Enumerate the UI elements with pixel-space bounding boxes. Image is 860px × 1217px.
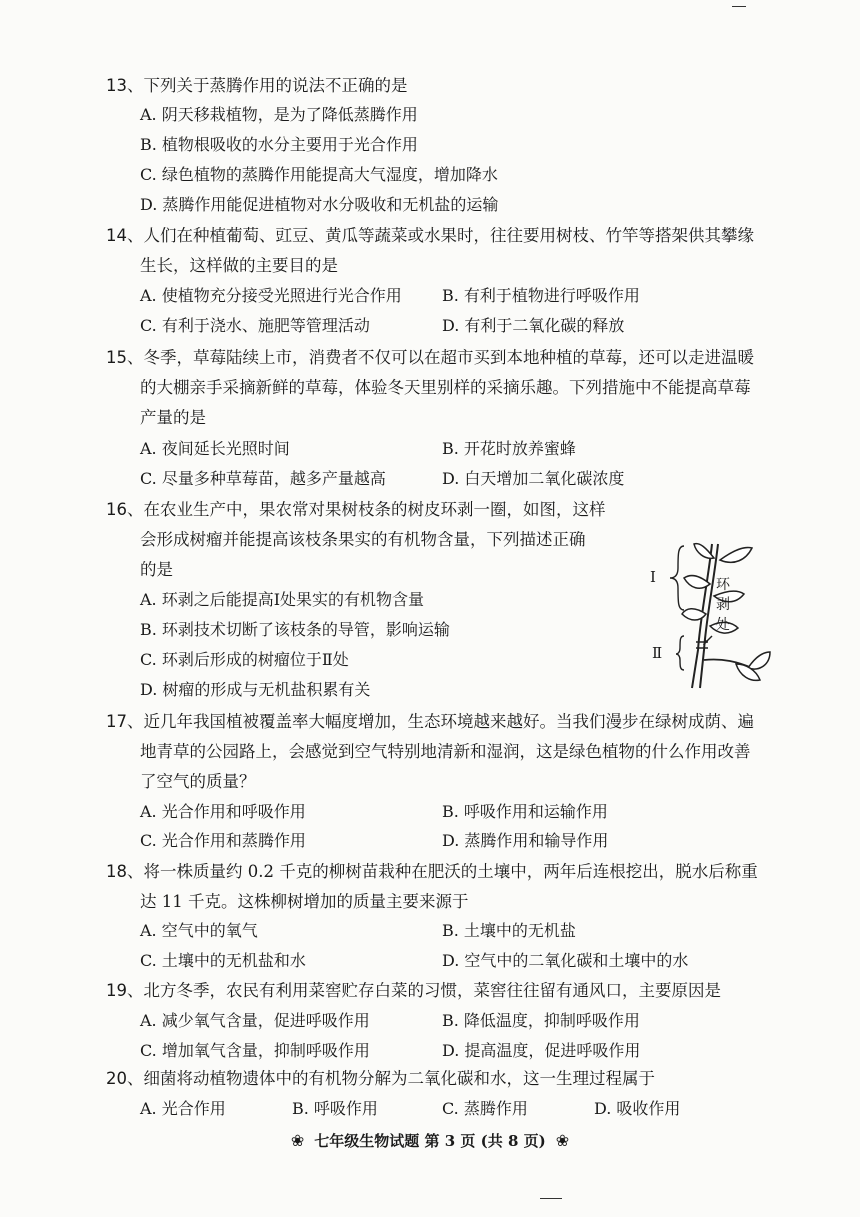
question-18-stem	[106, 861, 758, 883]
question-18-option-a: A. 空气中的氧气	[140, 921, 258, 940]
question-19-option-b: B. 降低温度，抑制呼吸作用	[442, 1011, 640, 1030]
question-15-stem	[106, 347, 754, 369]
stem-line: 将一株质量约 0.2 千克的柳树苗栽种在肥沃的土壤中，两年后连根挖出，脱水后称重	[143, 862, 758, 881]
scan-mark	[732, 6, 746, 7]
question-16-option-b: B. 环剥技术切断了该枝条的导管，影响运输	[140, 620, 450, 639]
question-14-stem	[106, 225, 754, 247]
question-17-option-c: C. 光合作用和蒸腾作用	[140, 831, 306, 850]
question-15-option-c: C. 尽量多种草莓苗，越多产量越高	[140, 469, 386, 488]
question-17-stem-line-2: 地青草的公园路上，会感觉到空气特别地清新和湿润，这是绿色植物的什么作用改善	[140, 742, 751, 761]
region-label-2: Ⅱ	[652, 644, 663, 662]
question-14-option-a: A. 使植物充分接受光照进行光合作用	[140, 286, 402, 305]
question-14-option-c: C. 有利于浇水、施肥等管理活动	[140, 316, 370, 335]
ring-label-char-3: 处	[716, 617, 730, 633]
question-13-option-a: A. 阴天移栽植物，是为了降低蒸腾作用	[140, 105, 418, 124]
question-18-option-c: C. 土壤中的无机盐和水	[140, 951, 306, 970]
page-footer	[0, 1130, 860, 1152]
question-20-option-d: D. 吸收作用	[594, 1099, 681, 1118]
stem-line: 北方冬季，农民有利用菜窖贮存白菜的习惯，菜窖往往留有通风口，主要原因是	[143, 981, 721, 1000]
question-number: 19、	[106, 981, 144, 1000]
question-16-stem-line-2: 会形成树瘤并能提高该枝条果实的有机物含量，下列描述正确	[140, 530, 586, 549]
flower-ornament-icon: ❀	[555, 1131, 570, 1150]
stem-line: 在农业生产中，果农常对果树枝条的树皮环剥一圈，如图，这样	[143, 500, 606, 519]
question-number: 20、	[106, 1069, 144, 1088]
question-16-stem	[106, 499, 606, 521]
ring-label-char-1: 环	[716, 577, 730, 593]
question-20-option-a: A. 光合作用	[140, 1099, 226, 1118]
scan-mark	[540, 1198, 562, 1199]
stem-line: 细菌将动植物遗体中的有机物分解为二氧化碳和水，这一生理过程属于	[143, 1069, 655, 1088]
question-20-option-b: B. 呼吸作用	[292, 1099, 378, 1118]
stem-line: 人们在种植葡萄、豇豆、黄瓜等蔬菜或水果时，往往要用树枝、竹竿等搭架供其攀缘	[143, 226, 754, 245]
stem-line: 冬季，草莓陆续上市，消费者不仅可以在超市买到本地种植的草莓，还可以走进温暖	[143, 348, 754, 367]
ring-label-char-2: 剥	[716, 597, 730, 613]
question-18-option-d: D. 空气中的二氧化碳和土壤中的水	[442, 951, 689, 970]
question-15-option-d: D. 白天增加二氧化碳浓度	[442, 469, 625, 488]
flower-ornament-icon: ❀	[290, 1131, 305, 1150]
question-14-stem-line-2: 生长，这样做的主要目的是	[140, 256, 338, 275]
question-17-stem-line-3: 了空气的质量？	[140, 772, 256, 791]
question-number: 17、	[106, 712, 144, 731]
question-number: 16、	[106, 500, 144, 519]
question-17-option-a: A. 光合作用和呼吸作用	[140, 802, 306, 821]
question-18-option-b: B. 土壤中的无机盐	[442, 921, 576, 940]
stem-line: 近几年我国植被覆盖率大幅度增加，生态环境越来越好。当我们漫步在绿树成荫、遍	[143, 712, 754, 731]
question-13-option-d: D. 蒸腾作用能促进植物对水分吸收和无机盐的运输	[140, 195, 499, 214]
question-20-stem	[106, 1068, 655, 1090]
question-number: 15、	[106, 348, 144, 367]
question-18-stem-line-2: 达 11 千克。这株柳树增加的质量主要来源于	[140, 892, 469, 911]
question-13-stem	[106, 75, 408, 97]
region-label-1: Ⅰ	[650, 568, 656, 586]
question-20-option-c: C. 蒸腾作用	[442, 1099, 528, 1118]
question-17-option-b: B. 呼吸作用和运输作用	[442, 802, 608, 821]
branch-girdling-figure	[648, 540, 778, 690]
question-number: 14、	[106, 226, 144, 245]
question-16-stem-line-3: 的是	[140, 560, 173, 579]
footer-text: 七年级生物试题 第 3 页 (共 8 页)	[314, 1132, 546, 1150]
question-number: 18、	[106, 862, 144, 881]
question-15-option-b: B. 开花时放养蜜蜂	[442, 439, 576, 458]
question-17-stem	[106, 711, 754, 733]
question-16-option-c: C. 环剥后形成的树瘤位于Ⅱ处	[140, 650, 349, 669]
stem-line: 下列关于蒸腾作用的说法不正确的是	[143, 76, 408, 95]
question-14-option-b: B. 有利于植物进行呼吸作用	[442, 286, 640, 305]
question-16-option-a: A. 环剥之后能提高Ⅰ处果实的有机物含量	[140, 590, 425, 609]
question-15-option-a: A. 夜间延长光照时间	[140, 439, 290, 458]
question-16-option-d: D. 树瘤的形成与无机盐积累有关	[140, 680, 371, 699]
question-number: 13、	[106, 76, 144, 95]
question-14-option-d: D. 有利于二氧化碳的释放	[442, 316, 625, 335]
question-19-option-a: A. 减少氧气含量，促进呼吸作用	[140, 1011, 370, 1030]
question-13-option-c: C. 绿色植物的蒸腾作用能提高大气湿度，增加降水	[140, 165, 498, 184]
question-19-option-d: D. 提高温度，促进呼吸作用	[442, 1041, 641, 1060]
question-13-option-b: B. 植物根吸收的水分主要用于光合作用	[140, 135, 418, 154]
question-15-stem-line-3: 产量的是	[140, 408, 206, 427]
question-19-stem	[106, 980, 721, 1002]
question-15-stem-line-2: 的大棚亲手采摘新鲜的草莓，体验冬天里别样的采摘乐趣。下列措施中不能提高草莓	[140, 378, 751, 397]
branch-diagram	[648, 540, 778, 690]
question-17-option-d: D. 蒸腾作用和输导作用	[442, 831, 609, 850]
question-19-option-c: C. 增加氧气含量，抑制呼吸作用	[140, 1041, 370, 1060]
